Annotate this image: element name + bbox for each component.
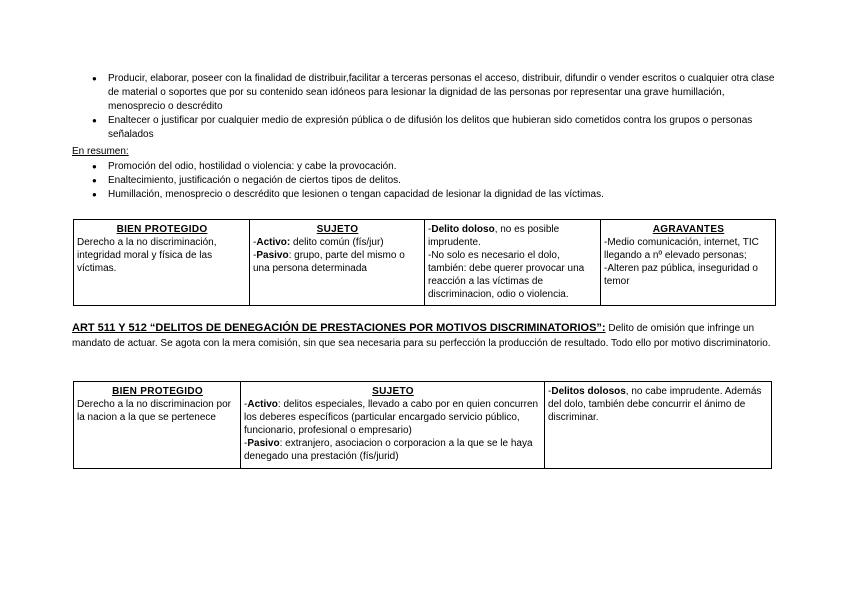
- agravante-item: -Medio comunicación, internet, TIC llegando a nº elevado personas;: [604, 237, 759, 261]
- cell-text: Derecho a la no discriminacion por la nacion a la que se pertenece: [77, 399, 231, 423]
- dolo-cell: [545, 382, 772, 469]
- agravantes-cell: [601, 220, 776, 306]
- column-header: SUJETO: [316, 224, 359, 235]
- list-item: ● Promoción del odio, hostilidad o violencia: y cabe la provocación.: [89, 160, 779, 174]
- column-header: SUJETO: [372, 386, 414, 397]
- activo-line: -Activo: delitos especiales, llevado a cabo por en quien concurren los deberes específicos (particular encargado servicio público, funcionario, profesional o empresario): [244, 399, 539, 436]
- summary-label: En resumen:: [72, 146, 129, 157]
- activo-line: -Activo: delito común (fís/jur): [253, 237, 384, 248]
- dolo-label: Delito doloso: [431, 224, 495, 235]
- column-header: BIEN PROTEGIDO: [112, 386, 203, 397]
- summary-list: [89, 160, 779, 202]
- bien-protegido-cell: [74, 220, 250, 306]
- pasivo-label: Pasivo: [247, 438, 280, 449]
- pasivo-text: : extranjero, asociacion o corporacion a la que se le haya denegado una prestación (fís/jurid): [244, 438, 533, 462]
- dolo-text: , no cabe imprudente. Además del dolo, también debe concurrir el ánimo de discriminar.: [548, 386, 762, 423]
- activo-label: Activo: [247, 399, 278, 410]
- column-header: AGRAVANTES: [652, 224, 725, 235]
- offense-table-510: [73, 219, 776, 306]
- list-item: ● Producir, elaborar, poseer con la finalidad de distribuir,facilitar a terceras personas el acceso, distribuir, difundir o vender escritos o cualquier otra clase de material o soportes que por su contenido sean idóneos para lesionar la dignidad de las personas por representar una grave humillación, menosprecio o descrédito: [89, 72, 779, 114]
- pasivo-line: -Pasivo: extranjero, asociacion o corporacion a la que se le haya denegado una prestación (fís/jurid): [244, 438, 533, 462]
- activo-text: delito común (fís/jur): [290, 237, 384, 248]
- art-text: Delito de omisión que infringe un mandato de actuar. Se agota con la mera comisión, sin que sea necesaria para su perfección la producción de resultado. Todo ello por motivo discriminatorio.: [72, 323, 771, 349]
- dolo-line: -Delito doloso, no es posible imprudente.: [428, 224, 560, 248]
- pasivo-text: : grupo, parte del mismo o una persona determinada: [253, 250, 405, 274]
- sujeto-cell: [241, 382, 545, 469]
- dolo-text: , no es posible imprudente.: [428, 224, 560, 248]
- list-item: ● Enaltecer o justificar por cualquier medio de expresión pública o de difusión los delitos que hubieran sido cometidos contra los grupos o personas señalados: [89, 114, 779, 142]
- offense-table-511: [73, 381, 772, 469]
- activo-text: : delitos especiales, llevado a cabo por en quien concurren los deberes específicos (particular encargado servicio público, funcionario, profesional o empresario): [244, 399, 539, 436]
- column-header: BIEN PROTEGIDO: [116, 224, 208, 235]
- dolo-cell: [425, 220, 601, 306]
- cell-text: Derecho a la no discriminación, integridad moral y física de las víctimas.: [77, 237, 217, 274]
- sujeto-cell: [250, 220, 425, 306]
- activo-label: Activo:: [256, 237, 291, 248]
- pasivo-line: -Pasivo: grupo, parte del mismo o una persona determinada: [253, 250, 405, 274]
- dolo-label: Delitos dolosos: [551, 386, 626, 397]
- pasivo-label: Pasivo: [256, 250, 289, 261]
- conduct-list: [89, 72, 779, 142]
- list-item: ● Humillación, menosprecio o descrédito que lesionen o tengan capacidad de lesionar la dignidad de las víctimas.: [89, 188, 779, 202]
- art-section-paragraph: [72, 321, 777, 351]
- dolo-detail: -No solo es necesario el dolo, también: debe querer provocar una reacción a las víctimas de discriminacion, odio o violencia.: [428, 250, 585, 300]
- art-title: ART 511 Y 512 “DELITOS DE DENEGACIÓN DE PRESTACIONES POR MOTIVOS DISCRIMINATORIOS”:: [72, 322, 606, 334]
- list-item: ● Enaltecimiento, justificación o negación de ciertos tipos de delitos.: [89, 174, 779, 188]
- dolo-line: -Delitos dolosos, no cabe imprudente. Además del dolo, también debe concurrir el ánimo de discriminar.: [548, 386, 762, 423]
- bien-protegido-cell: [74, 382, 241, 469]
- agravante-item: -Alteren paz pública, inseguridad o temor: [604, 263, 758, 287]
